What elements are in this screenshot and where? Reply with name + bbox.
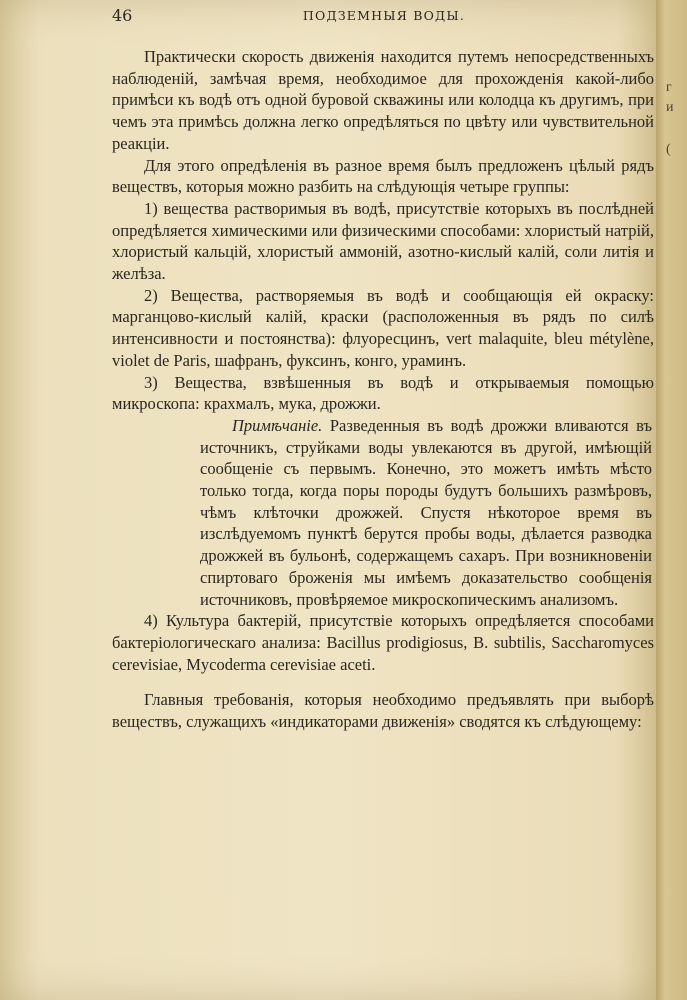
margin-fragment: г [666,80,672,95]
list-item-group-1: 1) вещества растворимыя въ водѣ, присутствіе которыхъ въ послѣдней опредѣляется химическими или физическими способами: хлористый натрій, хлористый кальцій, хлористый аммоній, азотно-кислый калій, соли литія и желѣза. [112,198,654,284]
margin-fragment: ( [666,142,671,157]
list-item-group-2: 2) Вещества, растворяемыя въ водѣ и сообщающія ей окраску: марганцово-кислый калій, краски (расположенныя въ рядъ по силѣ интенсивности и постоянства): флуоресцинъ, vert malaquite, bleu métylène, violet de Paris, шафранъ, фуксинъ, конго, ураминъ. [112,285,654,370]
note-paragraph [200,415,652,610]
page-header [112,6,656,26]
body-text [112,46,654,733]
paragraph-intro: Практически скорость движенія находится путемъ непосредственныхъ наблюденій, замѣчая время, необходимое для прохожденія какой-либо примѣси къ водѣ отъ одной буровой скважины или колодца къ другимъ, при чемъ эта примѣсь должна легко опредѣляться по цвѣту или чувствительной реакціи. [112,47,654,153]
note-label: Примѣчаніе. [232,415,323,435]
note-text: Разведенныя въ водѣ дрожжи вливаются въ источникъ, струйками воды увлекаются въ другой, имѣющій сообщеніе съ первымъ. Конечно, это можетъ имѣть мѣсто только тогда, когда поры породы будутъ большихъ размѣровъ, чѣмъ клѣточки дрожжей. Спустя нѣкоторое время въ изслѣдуемомъ пунктѣ берутся пробы воды, дѣлается разводка дрожжей въ бульонѣ, содержащемъ сахаръ. При возникновеніи спиртоваго броженія мы имѣемъ доказательство сообщенія источниковъ, провѣряемое микроскопическимъ анализомъ. [200,415,652,609]
paragraph-requirements: Главныя требованія, которыя необходимо предъявлять при выборѣ веществъ, служащихъ «индикаторами движенія» сводятся къ слѣдующему: [112,690,654,732]
page-number: 46 [112,6,133,25]
running-title: ПОДЗЕМНЫЯ ВОДЫ. [302,8,466,23]
margin-fragment: и [666,100,674,115]
list-item-group-3: 3) Вещества, взвѣшенныя въ водѣ и открываемыя помощью микроскопа: крахмалъ, мука, дрожжи. [112,372,654,414]
list-item-group-4: 4) Культура бактерій, присутствіе которыхъ опредѣляется способами бактеріологическаго анализа: Bacillus prodigiosus, B. subtilis, Saccharomyces cerevisiae, Mycoderma cerevisiae aceti. [112,611,654,674]
facing-page-edge [656,0,687,1000]
paragraph-groups: Для этого опредѣленія въ разное время былъ предложенъ цѣлый рядъ веществъ, которыя можно разбить на слѣдующія четыре группы: [112,155,654,197]
